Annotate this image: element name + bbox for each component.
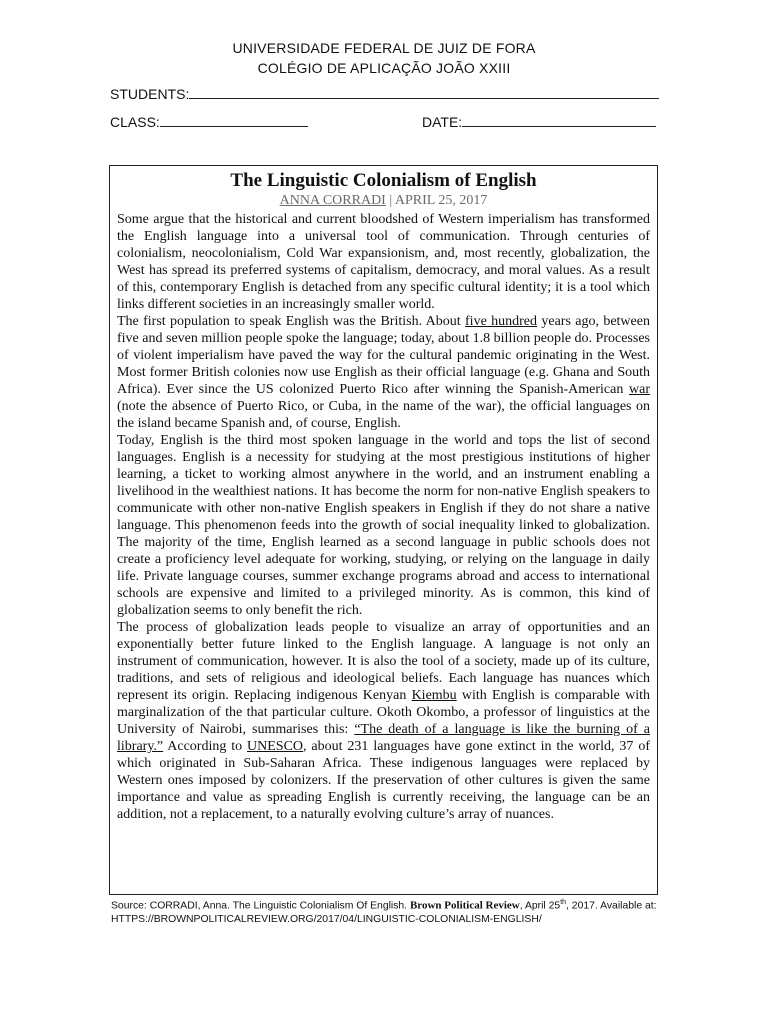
- article-byline: [117, 193, 650, 209]
- paragraph-2: [117, 313, 650, 432]
- students-field[interactable]: [110, 86, 659, 102]
- author-link[interactable]: ANNA CORRADI: [279, 193, 386, 208]
- paragraph-4-text: with English is comparable with marginalization of the that particular culture. Okoth Okombo, a professor of linguistics at the University of Nairobi, summarises this:: [117, 688, 650, 737]
- date-field[interactable]: [422, 114, 656, 130]
- five-hundred-link[interactable]: five hundred: [465, 314, 538, 329]
- byline-separator: |: [385, 193, 395, 208]
- paragraph-2-text: (note the absence of Puerto Rico, or Cuba, in the name of the war), the official languages on the island became Spanish and, of course, English.: [117, 399, 650, 431]
- paragraph-3: Today, English is the third most spoken language in the world and tops the list of second languages. English is a necessity for studying at the most prestigious institutions of higher learning, a ticket to working almost anywhere in the world, and an instrument enabling a livelihood in the wealthiest nations. It has become the norm for non-native English speakers to communicate with other non-native English speakers in English if they do not share a native language. This phenomenon feeds into the growth of social inequality linked to globalization. The majority of the time, English learned as a second language in public schools does not create a proficiency level adequate for working, studying, or relying on the language in daily life. Private language courses, summer exchange programs abroad and access to international schools are expensive and limited to a privileged minority. As is common, this kind of globalization seems to only benefit the rich.: [117, 433, 650, 618]
- war-link[interactable]: war: [629, 382, 650, 397]
- date-label: DATE:: [422, 114, 463, 130]
- class-label: CLASS:: [110, 114, 160, 130]
- article-title: The Linguistic Colonialism of English: [230, 170, 537, 191]
- date-blank-line[interactable]: [462, 114, 656, 127]
- paragraph-1: Some argue that the historical and current bloodshed of Western imperialism has transformed the English language into a universal tool of communication. Through centuries of colonialism, neocolonialism, Cold War expansionism, and, most recently, globalization, the West has spread its preferred systems of capitalism, democracy, and moral values. As a result of this, contemporary English is detached from any specific cultural identity; it is a tool which links different societies in an increasingly smaller world.: [117, 212, 650, 312]
- paragraph-4-text: , about 231 languages have gone extinct in the world, 37 of which originated in Sub-Saharan Africa. These indigenous languages were replaced by Western ones imposed by colonizers. If the preservation of other cultures is given the same importance and value as spreading English is currently receiving, the language can be an addition, not a replacement, to a naturally evolving culture’s array of nuances.: [117, 739, 650, 822]
- article-box: [109, 165, 658, 895]
- kiembu-link[interactable]: Kiembu: [411, 688, 457, 703]
- paragraph-4-text: According to: [163, 739, 248, 754]
- quote-link[interactable]: “The death of a language is like the burning of a library.”: [117, 722, 650, 754]
- students-blank-line[interactable]: [189, 86, 659, 99]
- source-prefix: Source: CORRADI, Anna. The Linguistic Colonialism Of English.: [111, 900, 410, 912]
- source-date-sup: th: [560, 899, 567, 906]
- source-url: , 2017. Available at: HTTPS://BROWNPOLITICALREVIEW.ORG/2017/04/LINGUISTIC-COLONIALISM-ENGLISH/: [111, 900, 657, 926]
- source-citation: [111, 896, 666, 927]
- unesco-link[interactable]: UNESCO: [247, 739, 304, 754]
- paragraph-2-text: The first population to speak English was the British. About: [117, 314, 466, 329]
- class-blank-line[interactable]: [160, 114, 308, 127]
- paragraph-4: [117, 619, 650, 823]
- article-date: APRIL 25, 2017: [394, 193, 488, 208]
- paragraph-4-text: The process of globalization leads people to visualize an array of opportunities and an exponentially better future linked to the English language. A language is not only an instrument of communication, however. It is also the tool of a society, made up of its culture, traditions, and sets of religious and ideological beliefs. Each language has nuances which represent its origin. Replacing indigenous Kenyan: [117, 620, 650, 703]
- source-date: , April 25: [519, 900, 561, 912]
- school-name: UNIVERSIDADE FEDERAL DE JUIZ DE FORA: [232, 40, 536, 56]
- paragraph-2-text: years ago, between five and seven million people spoke the language; today, about 1.8 billion people do. Processes of violent imperialism have paved the way for the cultural pandemic originating in the West. Most former British colonies now use English as their official language (e.g. Ghana and South Africa). Ever since the US colonized Puerto Rico after winning the Spanish-American: [117, 314, 650, 397]
- source-journal: Brown Political Review: [409, 899, 520, 912]
- students-label: STUDENTS:: [110, 86, 190, 102]
- college-name: COLÉGIO DE APLICAÇÃO JOÃO XXIII: [257, 60, 511, 76]
- class-field[interactable]: [110, 114, 308, 130]
